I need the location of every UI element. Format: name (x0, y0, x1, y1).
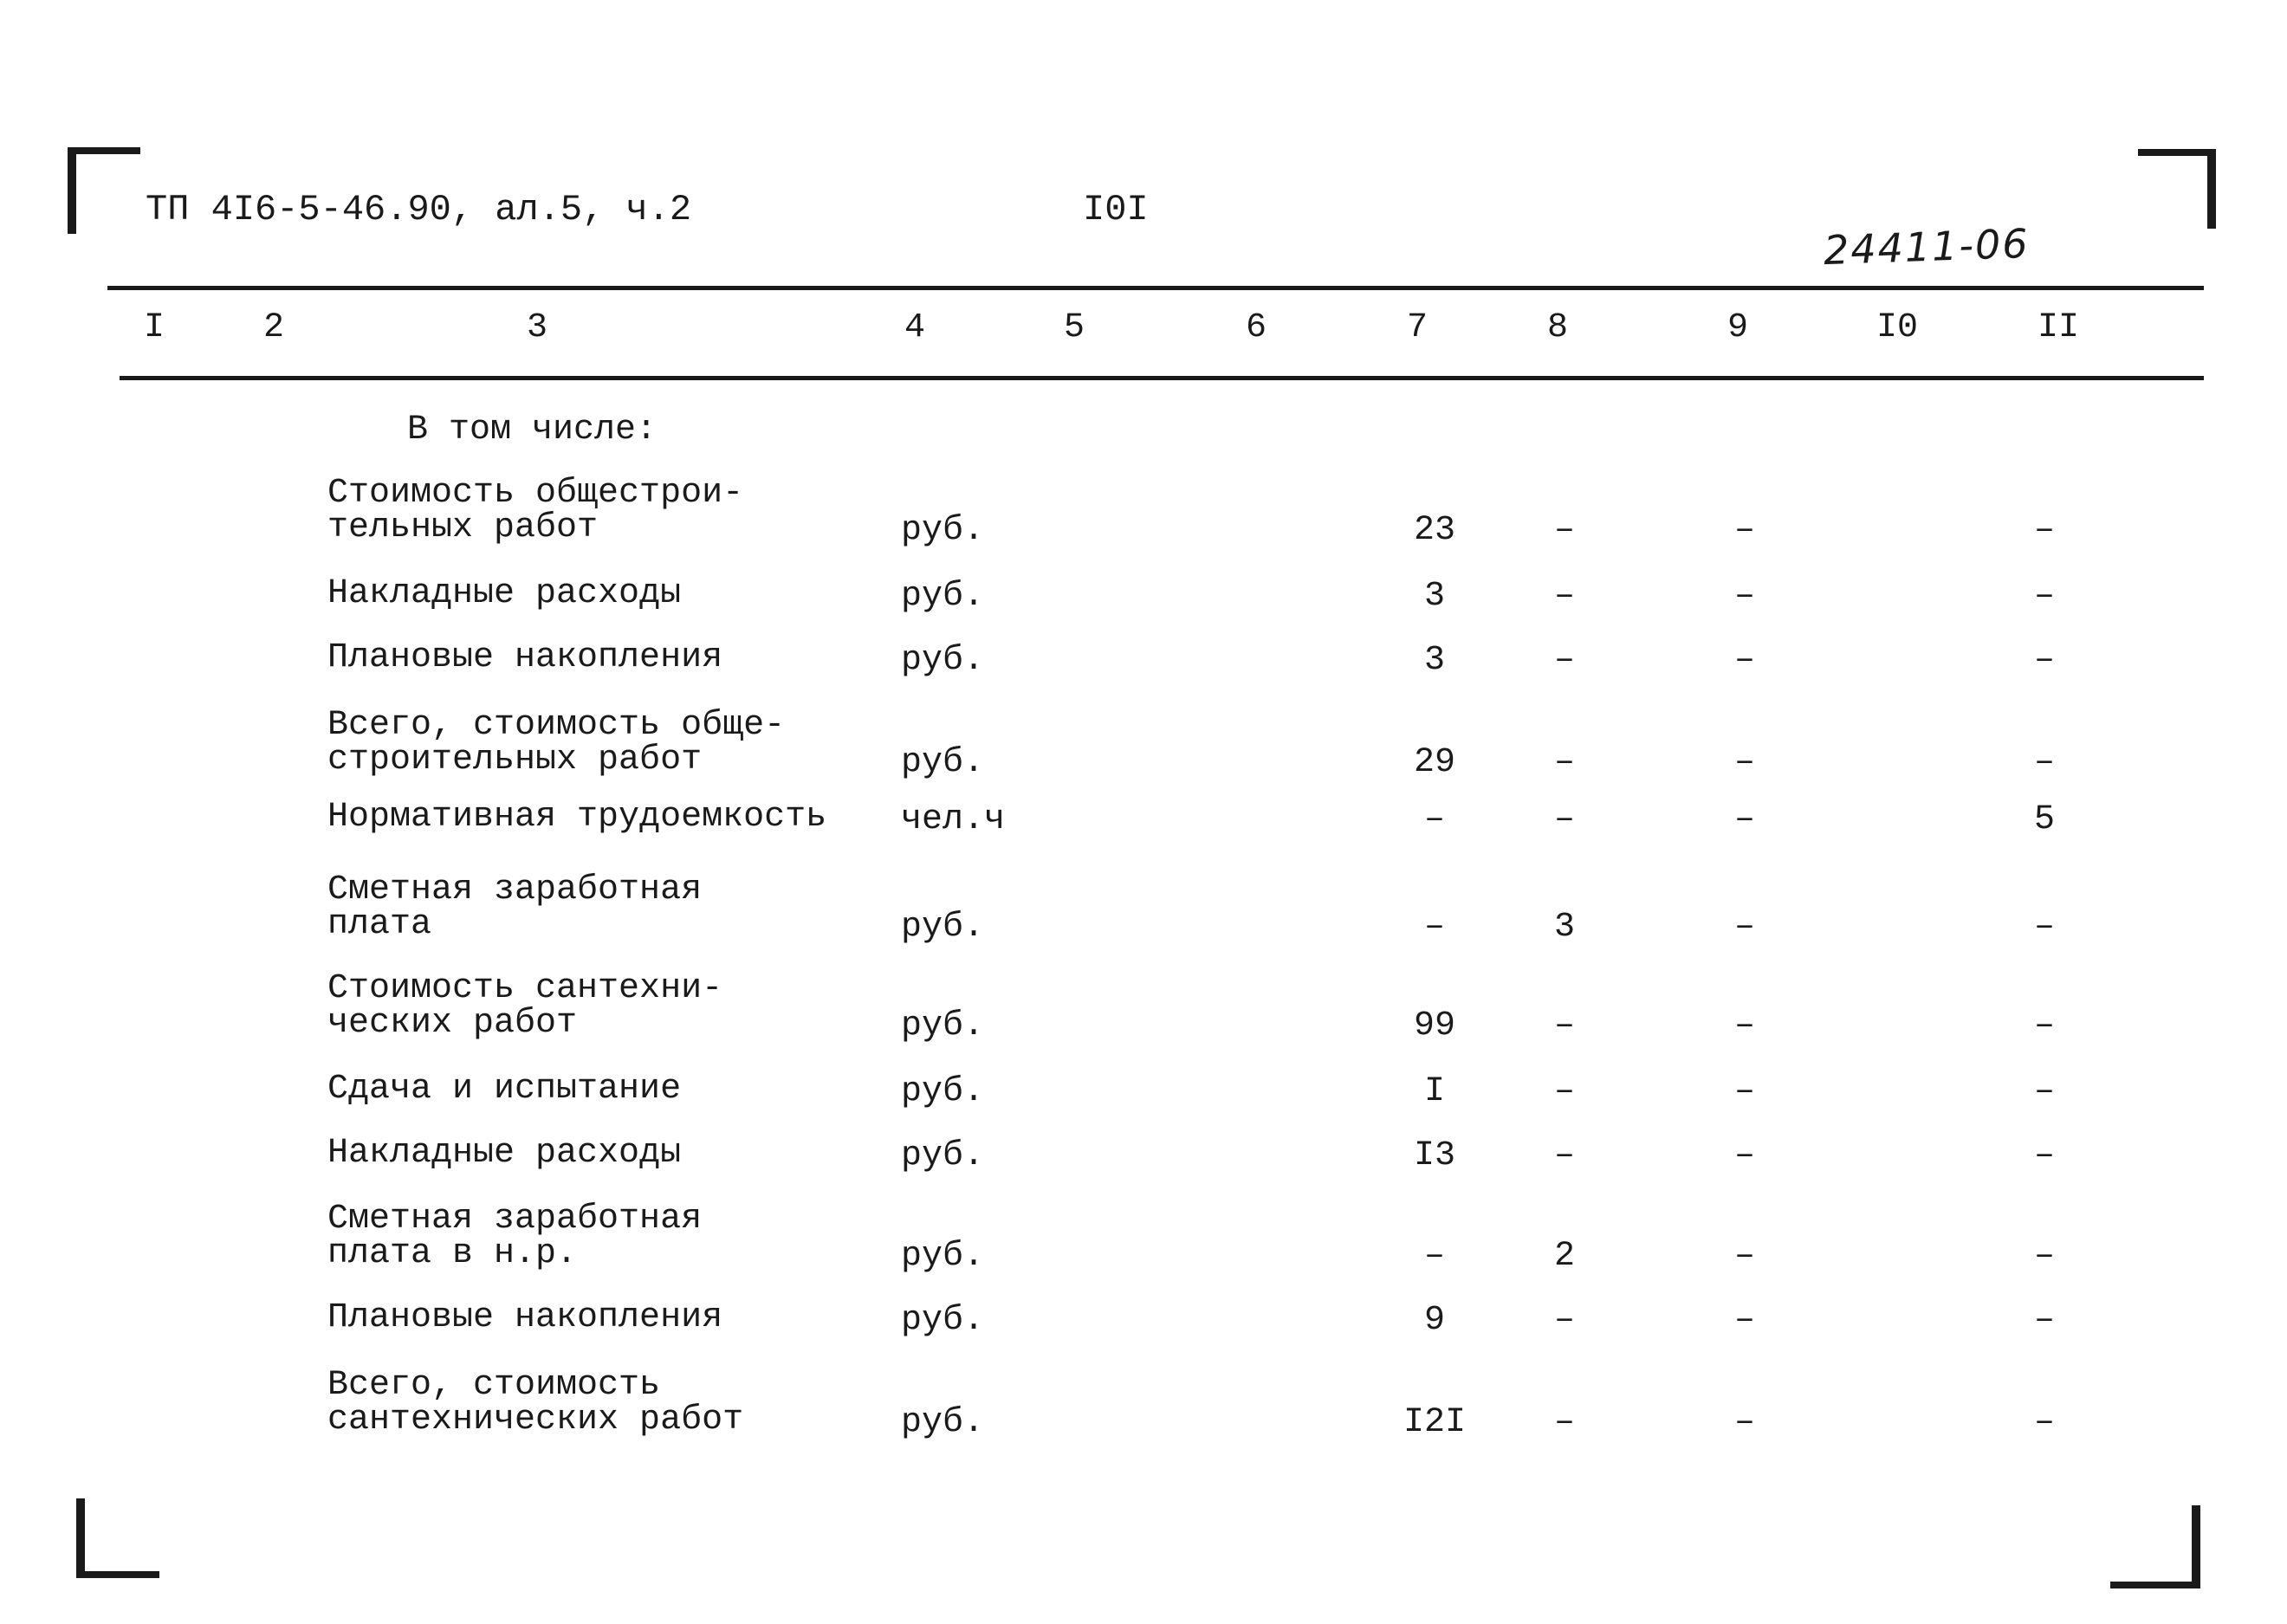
row-value-col-9: – (1733, 1403, 1755, 1442)
row-value-col-9: – (1733, 641, 1755, 680)
row-unit: руб. (901, 641, 985, 680)
row-value-col-9: – (1733, 577, 1755, 616)
row-name: Сдача и испытание (327, 1070, 682, 1109)
row-value-col-8: – (1553, 577, 1575, 616)
row-unit: руб. (901, 1072, 985, 1111)
row-value-col-11: – (2033, 577, 2055, 616)
row-value-col-9: – (1733, 1237, 1755, 1276)
corner-mark-bottom-left (76, 1571, 159, 1578)
row-value-col-8: 3 (1553, 908, 1575, 947)
corner-mark-top-right (2138, 149, 2216, 156)
column-header: I0 (1876, 308, 1918, 347)
row-value-col-9: – (1733, 1301, 1755, 1340)
row-value-col-9: – (1733, 1072, 1755, 1111)
row-name: Накладные расходы (327, 574, 682, 613)
row-value-col-7: 3 (1423, 577, 1445, 616)
row-value-col-11: 5 (2033, 800, 2055, 839)
row-value-col-11: – (2033, 1072, 2055, 1111)
column-header: 2 (262, 308, 284, 347)
column-header: 5 (1063, 308, 1085, 347)
row-value-col-9: – (1733, 743, 1755, 782)
row-value-col-9: – (1733, 908, 1755, 947)
row-name: Сметная заработная плата в н.р. (327, 1200, 703, 1273)
column-header: II (2037, 308, 2079, 347)
row-name: Сметная заработная плата (327, 870, 703, 944)
row-unit: руб. (901, 1237, 985, 1276)
row-value-col-7: 29 (1413, 743, 1455, 782)
row-name: Нормативная трудоемкость (327, 798, 827, 837)
row-value-col-7: 99 (1413, 1006, 1455, 1045)
row-unit: чел.ч (901, 800, 1006, 839)
row-unit: руб. (901, 1301, 985, 1340)
column-header: 8 (1546, 308, 1568, 347)
document-code: ТП 4I6-5-46.90, ал.5, ч.2 (146, 189, 692, 230)
row-value-col-11: – (2033, 1301, 2055, 1340)
row-unit: руб. (901, 1006, 985, 1045)
row-value-col-7: 23 (1413, 511, 1455, 550)
row-value-col-9: – (1733, 1006, 1755, 1045)
row-value-col-8: 2 (1553, 1237, 1575, 1276)
corner-mark-bottom-right (2192, 1505, 2200, 1588)
row-value-col-7: I2I (1403, 1403, 1466, 1442)
row-name: Стоимость сантехни- ческих работ (327, 969, 723, 1043)
row-value-col-8: – (1553, 1136, 1575, 1175)
column-header: 9 (1727, 308, 1748, 347)
row-value-col-11: – (2033, 1403, 2055, 1442)
column-header: 4 (904, 308, 925, 347)
row-value-col-8: – (1553, 1072, 1575, 1111)
row-name: Стоимость общестрои- тельных работ (327, 474, 744, 547)
row-value-col-11: – (2033, 511, 2055, 550)
row-name: Всего, стоимость обще- строительных работ (327, 706, 786, 780)
row-unit: руб. (901, 577, 985, 616)
column-header: 7 (1406, 308, 1428, 347)
row-value-col-11: – (2033, 1136, 2055, 1175)
column-header: 3 (526, 308, 547, 347)
row-value-col-11: – (2033, 743, 2055, 782)
table-top-rule (107, 286, 2204, 290)
corner-mark-top-left (68, 147, 76, 234)
corner-mark-bottom-left (76, 1498, 85, 1578)
row-value-col-9: – (1733, 511, 1755, 550)
row-value-col-8: – (1553, 641, 1575, 680)
page-number: I0I (1083, 189, 1149, 230)
row-unit: руб. (901, 908, 985, 947)
row-value-col-11: – (2033, 1237, 2055, 1276)
row-name: Всего, стоимость сантехнических работ (327, 1366, 744, 1440)
column-header: I (143, 308, 165, 347)
row-value-col-8: – (1553, 743, 1575, 782)
row-value-col-7: – (1423, 1237, 1445, 1276)
row-value-col-11: – (2033, 908, 2055, 947)
row-name: Плановые накопления (327, 1298, 723, 1337)
column-header: 6 (1245, 308, 1267, 347)
row-value-col-7: I3 (1413, 1136, 1455, 1175)
row-value-col-8: – (1553, 1006, 1575, 1045)
row-value-col-7: I (1423, 1072, 1445, 1111)
row-value-col-8: – (1553, 511, 1575, 550)
row-value-col-7: – (1423, 800, 1445, 839)
row-value-col-7: 3 (1423, 641, 1445, 680)
row-value-col-8: – (1553, 1301, 1575, 1340)
section-intro: В том числе: (407, 411, 658, 450)
table-header-rule (120, 376, 2204, 380)
row-value-col-9: – (1733, 1136, 1755, 1175)
row-value-col-11: – (2033, 641, 2055, 680)
row-value-col-9: – (1733, 800, 1755, 839)
corner-mark-top-right (2207, 149, 2216, 229)
corner-mark-bottom-right (2110, 1582, 2200, 1588)
sheet-number: 24411-06 (1823, 219, 2031, 275)
row-value-col-11: – (2033, 1006, 2055, 1045)
row-unit: руб. (901, 511, 985, 550)
row-value-col-8: – (1553, 800, 1575, 839)
row-value-col-7: – (1423, 908, 1445, 947)
row-unit: руб. (901, 743, 985, 782)
row-name: Плановые накопления (327, 638, 723, 677)
row-value-col-7: 9 (1423, 1301, 1445, 1340)
corner-mark-top-left (68, 147, 140, 154)
row-unit: руб. (901, 1403, 985, 1442)
row-value-col-8: – (1553, 1403, 1575, 1442)
row-name: Накладные расходы (327, 1134, 682, 1173)
row-unit: руб. (901, 1136, 985, 1175)
